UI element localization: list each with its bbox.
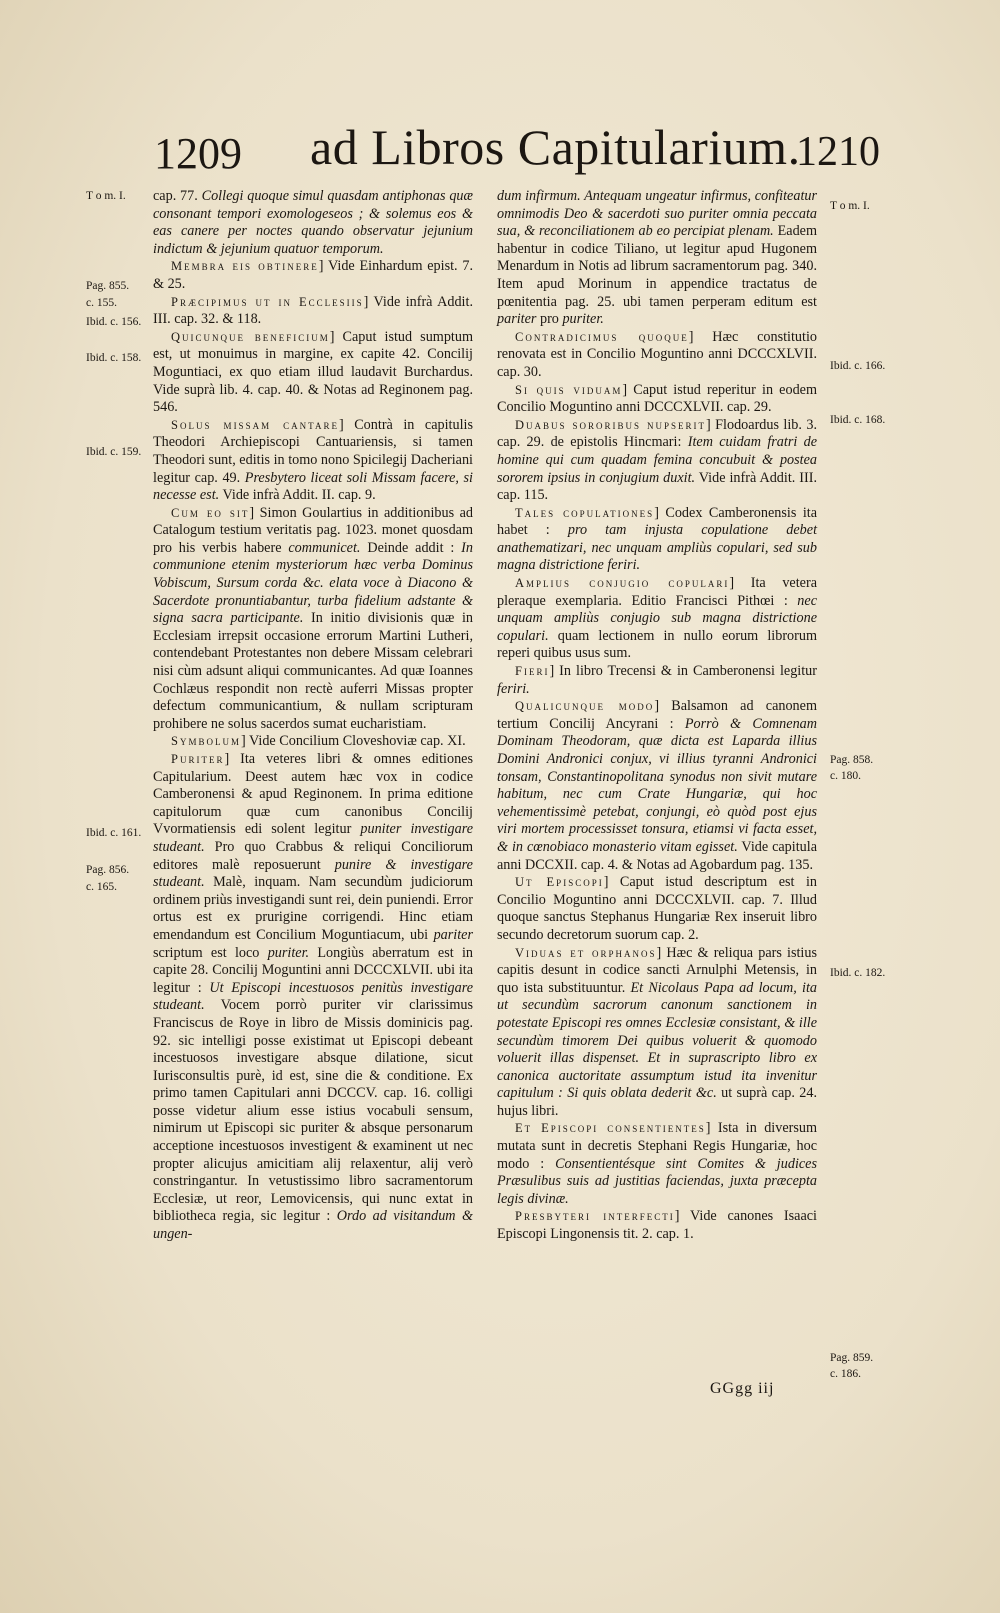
margin-note: c. 180. xyxy=(830,770,861,782)
page-number-right: 1210 xyxy=(796,129,880,175)
paragraph: Presbyteri interfecti] Vide canones Isaaci Episcopi Lingonensis tit. 2. cap. 1. xyxy=(497,1208,817,1243)
paragraph: Tales copulationes] Codex Camberonensis ita habet : pro tam injusta copulatione debet anathematizari, nec unquam ampliùs copulari, sed sub magna districtione feriri. xyxy=(497,504,818,574)
margin-note: c. 165. xyxy=(86,881,117,893)
margin-note: T o m. I. xyxy=(86,190,126,202)
paragraph: Et Episcopi consentientes] Ista in diversum mutata sunt in decretis Stephani Regis Hungariæ, hoc modo : Consentientésque sint Comites & judices Præsulibus suis ad justitias faciendas, juxta præcepta legis divinæ. xyxy=(497,1120,818,1207)
signature-mark: GGgg iij xyxy=(710,1380,775,1397)
paragraph: Cum eo sit] Simon Goulartius in additionibus ad Catalogum testium veritatis pag. 1023. monet quosdam pro his verbis habere communicet. Deinde addit : In communione etenim mysteriorum hæc verba Dominus Vobiscum, Sursum corda &c. elata voce à Diacono & Sacerdote pronuntiabantur, turba fidelium adstante & signa sacra participante. In initio divisionis quæ in Ecclesiam irrepsit occasione errorum Martini Lutheri, contendebant Protestantes non debere Missam celebrari nisi cùm adsunt aliqui communicantes. Ad quæ Ioannes Cochlæus respondit non rectè auferri Missas propter defectum communicantium, & nullam scripturam prohibere ne solus sacerdos sumat eucharistiam. xyxy=(153,504,473,732)
margin-note: Pag. 858. xyxy=(830,754,874,766)
paragraph: dum infirmum. Antequam ungeatur infirmus, confiteatur omnimodis Deo & sacerdoti suo puriter omnia peccata sua, & reconciliationem ab eo percipiat plenam. Eadem habentur in codice Tiliano, ut legitur apud Hugonem Menardum in Notis ad librum sacramentorum pag. 340. Item apud Morinum in appendice tractatus de pœnitentia pag. 25. ubi tamen perperam editum est pariter pro puriter. xyxy=(497,188,817,328)
paragraph: Solus missam cantare] Contrà in capitulis Theodori Archiepiscopi Cantuariensis, si tamen Theodori sunt, editis in tomo nono Spicilegij Dacheriani legitur cap. 49. Presbytero liceat soli Missam facere, si necesse est. Vide infrà Addit. II. cap. 9. xyxy=(153,416,473,504)
margin-note: Ibid. c. 161. xyxy=(86,827,142,839)
margin-note: T o m. I. xyxy=(830,200,870,212)
page-header xyxy=(150,119,880,188)
paragraph: Præcipimus ut in Ecclesiis] Vide infrà Addit. III. cap. 32. & 118. xyxy=(153,293,473,328)
paragraph: Fieri] In libro Trecensi & in Camberonensi legitur feriri. xyxy=(497,663,817,697)
margin-note: Ibid. c. 159. xyxy=(86,446,142,458)
page-number-left: 1209 xyxy=(154,129,242,178)
margin-note: c. 186. xyxy=(830,1368,861,1380)
margin-note: Ibid. c. 166. xyxy=(830,360,886,372)
paragraph: Viduas et orphanos] Hæc & reliqua pars istius capitis desunt in codice sancti Arnulphi Metensis, in quo ista substituuntur. Et Nicolaus Papa ad locum, ita ut secundùm sacrorum canonum sanctionem in potestate Episcopi res omnes Ecclesiæ consistant, & ille secundùm timorem Dei quibus voluerit & quomodo voluerit illas dispenset. Et in suprascripto libro ex canonica auctoritate assumptum istud ita invenitur capitulum : Si quis oblata dederit &c. ut suprà cap. 24. hujus libri. xyxy=(497,944,818,1119)
paragraph: Amplius conjugio copulari] Ita vetera pleraque exemplaria. Editio Francisci Pithœi : nec unquam ampliùs conjugio sub magna districtione copulari. quam lectionem in nullo eorum librorum reperi quibus usus sum. xyxy=(497,575,817,662)
paragraph: Puriter] Ita veteres libri & omnes editiones Capitularium. Deest autem hæc vox in codice Camberonensi & apud Reginonem. In prima editione capitulorum quæ cum canonibus Concilij Vvormatiensis edi solent legitur puniter investigare studeant. Pro quo Crabbus & reliqui Conciliorum editores malè reposuerunt punire & investigare studeant. Malè, inquam. Nam secundùm judiciorum ordinem priùs investigandi sunt rei, dein puniendi. Error ortus est ex prurigine corrigendi. Hinc etiam emendandum est Concilium Moguntiacum, ubi pariter scriptum est loco puriter. Longiùs aberratum est in capite 28. Concilij Moguntini anni DCCCXLVII. ubi ita legitur : Ut Episcopi incestuosos penitùs investigare studeant. Vocem porrò puriter vir clarissimus Franciscus de Roye in libro de Missis dominicis pag. 92. sic intelligi posse existimat ut Episcopi debeant incestuosos investigare absque dilatione, sicut Iurisconsultis purè, id est, sine die & conditione. Ex primo tamen Capitulari anni DCCCV. cap. 16. colligi posse videtur alium esse istius vocabuli sensum, nimirum ut Episcopi sic puriter & absque personarum acceptione incestuosos investigent & examinent ut nec propter alicujus amicitiam alij relaxentur, alij verò constringantur. In vetustissimo libro sacramentorum Ecclesiæ, ut reor, Lemovicensis, qui nunc extat in bibliotheca regia, sic legitur : Ordo ad visitandum & ungen- xyxy=(153,751,474,1243)
paragraph: Qualicunque modo] Balsamon ad canonem tertium Concilij Ancyrani : Porrò & Comnenam Dominam Theodoram, quæ dicta est Laparda illius Domini Andronici conjux, vi illius tyranni Andronici tonsam, Constantinopolitana synodus non sivit mutare habitum, nec cum Crate Hungariæ, qui hoc vehementissimè petebat, conjungi, eò quòd post ejus viri mortem processisset tonsura, etiamsi vi facta esset, & in cœnobiaco monasterio vitam egisset. Vide capitula anni DCCXII. cap. 4. & Notas ad Agobardum pag. 135. xyxy=(497,698,818,873)
left-text-column xyxy=(153,188,473,1244)
paragraph: Contradicimus quoque] Hæc constitutio renovata est in Concilio Moguntino anni DCCCXLVII. cap. 30. xyxy=(497,328,817,380)
margin-note: Pag. 856. xyxy=(86,864,130,876)
margin-note: Pag. 855. xyxy=(86,280,130,292)
paragraph: Membra eis obtinere] Vide Einhardum epist. 7. & 25. xyxy=(153,258,473,292)
margin-note: Ibid. c. 182. xyxy=(830,967,886,979)
margin-note: Ibid. c. 158. xyxy=(86,352,142,364)
paragraph: Duabus sororibus nupserit] Flodoardus lib. 3. cap. 29. de epistolis Hincmari: Item cuidam fratri de homine qui cum quadam femina concubuit & postea sororem ipsius in conjugium duxit. Vide infrà Addit. III. cap. 115. xyxy=(497,416,817,504)
margin-note: c. 155. xyxy=(86,297,117,309)
paragraph: cap. 77. Collegi quoque simul quasdam antiphonas quæ consonant tempori exomologeseos ; & solemus eos & eas canere per noctes quando observatur jejunium indictum & jejunium quatuor temporum. xyxy=(153,188,473,257)
margin-note: Ibid. c. 168. xyxy=(830,414,886,426)
paragraph: Quicunque beneficium] Caput istud sumptum est, ut monuimus in margine, ex capite 42. Concilij Moguntiaci, ex quo etiam illud laudavit Burchardus. Vide suprà lib. 4. cap. 40. & Notas ad Reginonem pag. 546. xyxy=(153,328,473,416)
margin-note: Pag. 859. xyxy=(830,1352,874,1364)
paragraph: Ut Episcopi] Caput istud descriptum est in Concilio Moguntino anni DCCCXLVII. cap. 7. Illud quoque sanctus Stephanus Hungariæ Rex inseruit libro secundo decretorum suorum cap. 2. xyxy=(497,874,817,943)
running-title: ad Libros Capitularium. xyxy=(310,119,801,175)
margin-note: Ibid. c. 156. xyxy=(86,316,142,328)
paragraph: Si quis viduam] Caput istud reperitur in eodem Concilio Moguntino anni DCCCXLVII. cap. 29. xyxy=(497,381,817,416)
right-text-column xyxy=(497,188,817,1244)
paragraph: Symbolum] Vide Concilium Cloveshoviæ cap. XI. xyxy=(171,733,466,750)
